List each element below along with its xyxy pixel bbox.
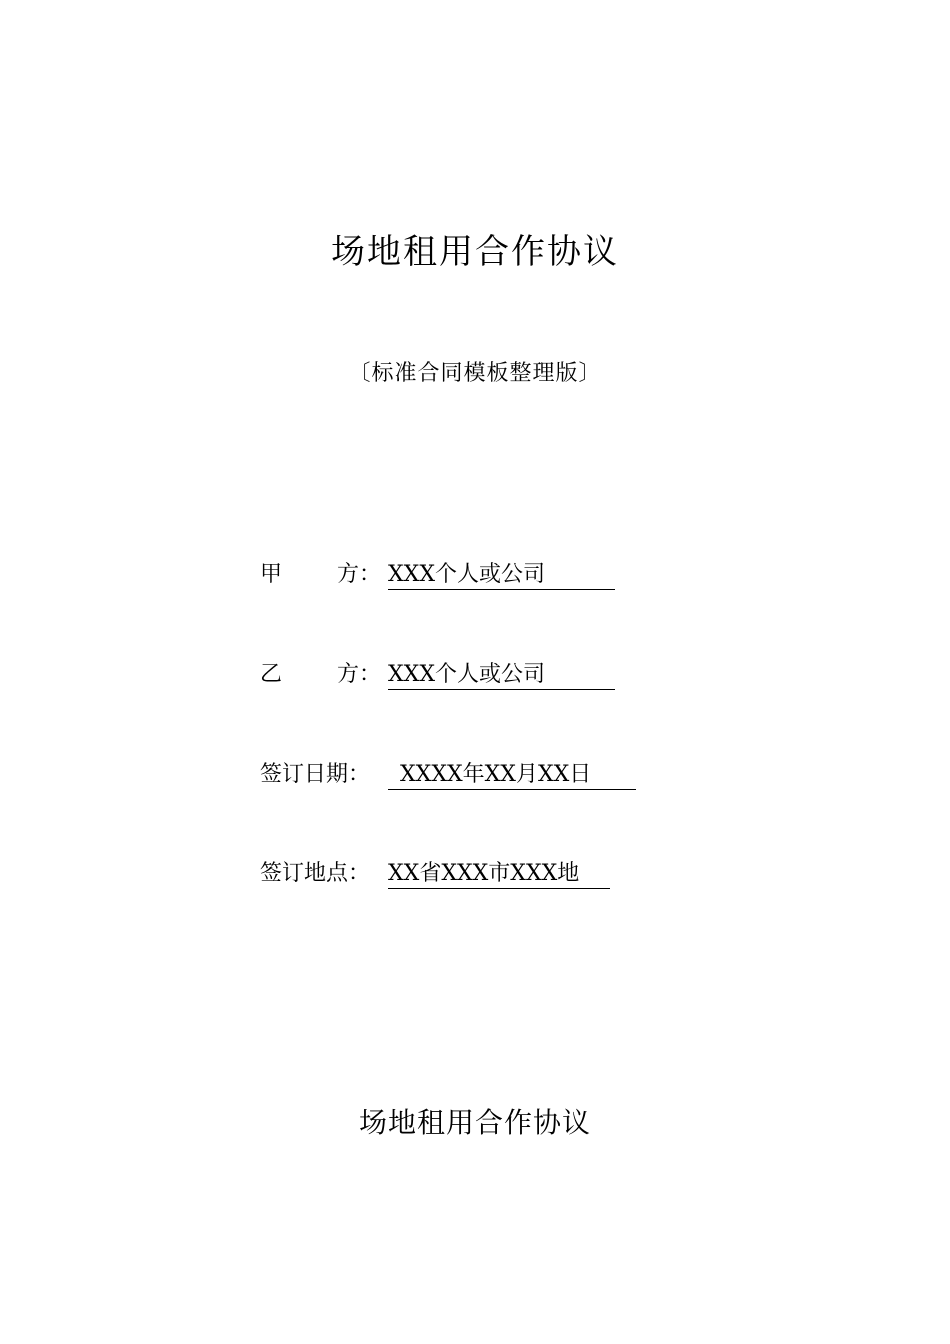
document-subtitle: 〔标准合同模板整理版〕 xyxy=(348,361,602,386)
party-a-label xyxy=(260,558,388,592)
sign-place-value: XX省XXX市XXX地 xyxy=(388,861,610,889)
party-a-field xyxy=(260,558,615,592)
party-a-value: XXX个人或公司 xyxy=(388,562,615,590)
sign-place-field xyxy=(260,857,610,891)
sign-date-label: 签订日期： xyxy=(260,762,371,787)
party-b-field xyxy=(260,658,615,692)
party-b-label-suffix: 方： xyxy=(337,662,382,687)
party-a-label-suffix: 方： xyxy=(337,562,382,587)
party-b-value: XXX个人或公司 xyxy=(388,662,615,690)
second-title: 场地租用合作协议 xyxy=(358,1106,591,1139)
sign-date-field xyxy=(260,758,636,792)
party-a-label-char: 甲 xyxy=(260,562,283,587)
document-title: 场地租用合作协议 xyxy=(331,232,619,272)
party-b-label xyxy=(260,658,388,692)
sign-place-label: 签订地点： xyxy=(260,861,371,886)
party-b-label-char: 乙 xyxy=(260,662,283,687)
sign-date-value: XXXX年XX月XX日 xyxy=(388,762,636,790)
